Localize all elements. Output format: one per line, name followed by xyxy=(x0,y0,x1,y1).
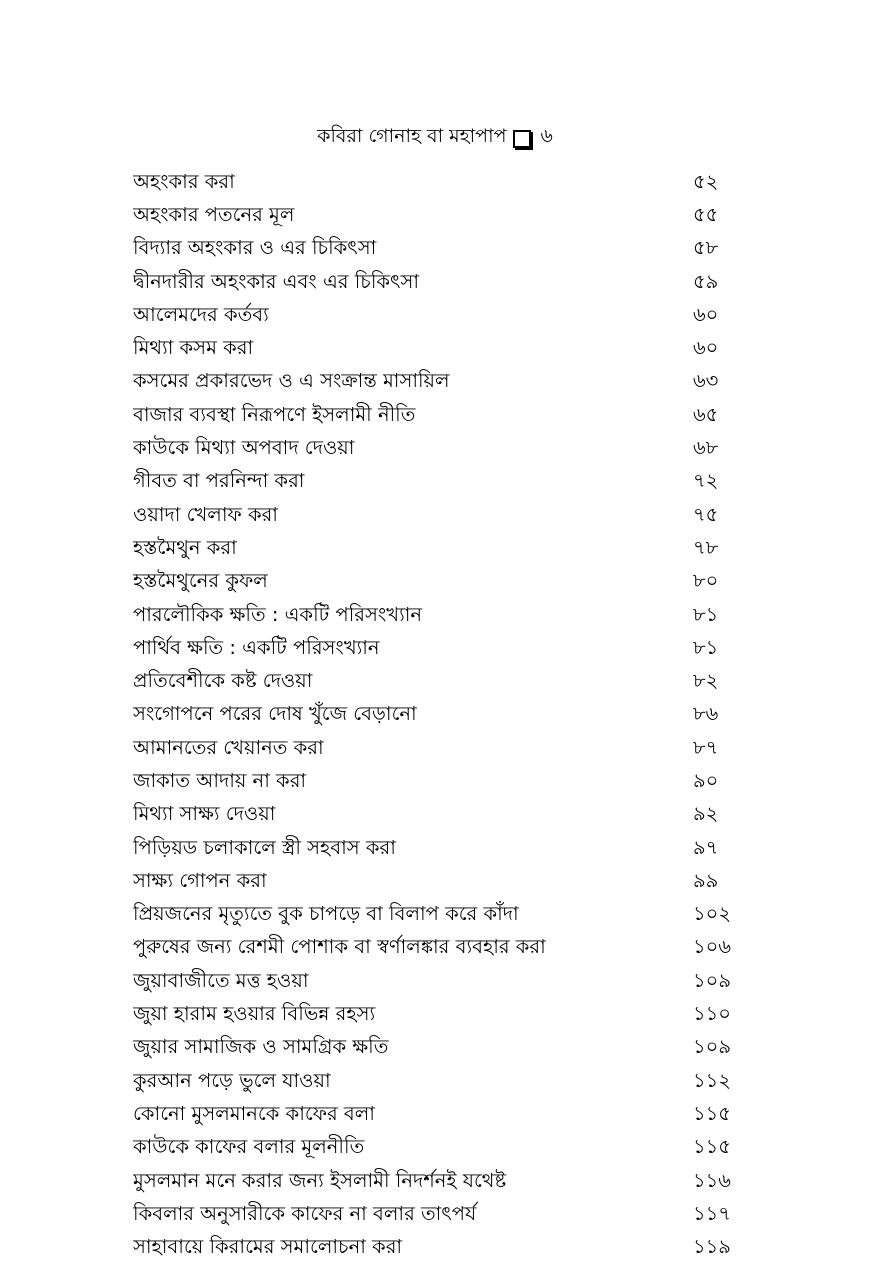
toc-entry xyxy=(133,766,733,799)
toc-entry xyxy=(133,833,733,866)
toc-entry-title: বিদ্যার অহংকার ও এর চিকিৎসা xyxy=(133,236,377,260)
toc-entry-title: জুয়ার সামাজিক ও সামগ্রিক ক্ষতি xyxy=(133,1035,389,1059)
toc-entry-page-number: ১১৬ xyxy=(693,1168,731,1192)
toc-entry-page-number: ১১৭ xyxy=(693,1201,731,1225)
toc-entry-title: সাহাবায়ে কিরামের সমালোচনা করা xyxy=(133,1235,403,1259)
toc-entry xyxy=(133,333,733,366)
toc-entry xyxy=(133,300,733,333)
toc-entry-page-number: ১১২ xyxy=(693,1068,731,1092)
toc-entry xyxy=(133,400,733,433)
toc-entry-page-number: ৯২ xyxy=(693,802,719,826)
toc-entry-title: গীবত বা পরনিন্দা করা xyxy=(133,469,305,493)
toc-entry-page-number: ৫২ xyxy=(693,169,719,193)
toc-entry xyxy=(133,600,733,633)
toc-entry-title: সাক্ষ্য গোপন করা xyxy=(133,868,267,892)
toc-entry-title: মিথ্যা সাক্ষ্য দেওয়া xyxy=(133,802,276,826)
toc-entry-page-number: ৬৩ xyxy=(693,369,719,393)
toc-entry-title: পুরুষের জন্য রেশমী পোশাক বা স্বর্ণালঙ্কার ব্যবহার করা xyxy=(133,935,546,959)
toc-entry xyxy=(133,800,733,833)
toc-entry xyxy=(133,1166,733,1199)
toc-entry-page-number: ৮৬ xyxy=(693,702,719,726)
toc-entry xyxy=(133,1233,733,1266)
toc-entry-page-number: ৯০ xyxy=(693,768,719,792)
toc-entry xyxy=(133,1199,733,1232)
toc-entry xyxy=(133,167,733,200)
toc-entry xyxy=(133,900,733,933)
toc-entry-page-number: ১১৯ xyxy=(693,1235,731,1259)
toc-entry-title: অহংকার পতনের মূল xyxy=(133,202,295,226)
book-title: কবিরা গোনাহ বা মহাপাপ xyxy=(317,125,507,147)
toc-entry xyxy=(133,200,733,233)
toc-entry-title: কসমের প্রকারভেদ ও এ সংক্রান্ত মাসায়িল xyxy=(133,369,450,393)
toc-entry-page-number: ৮২ xyxy=(693,669,719,693)
toc-entry-title: আলেমদের কর্তব্য xyxy=(133,302,269,326)
toc-entry-page-number: ৫৯ xyxy=(693,269,719,293)
toc-entry-page-number: ১১৫ xyxy=(693,1101,731,1125)
toc-entry-title: সংগোপনে পরের দোষ খুঁজে বেড়ানো xyxy=(133,702,417,726)
toc-entry-page-number: ৮০ xyxy=(693,569,719,593)
toc-entry-page-number: ৮১ xyxy=(693,602,719,626)
toc-entry xyxy=(133,1099,733,1132)
toc-entry xyxy=(133,467,733,500)
toc-entry-title: পারলৌকিক ক্ষতি : একটি পরিসংখ্যান xyxy=(133,602,423,626)
toc-entry-title: জুয়া হারাম হওয়ার বিভিন্ন রহস্য xyxy=(133,1002,376,1026)
toc-entry xyxy=(133,567,733,600)
toc-entry-title: মুসলমান মনে করার জন্য ইসলামী নিদর্শনই যথেষ্ট xyxy=(133,1168,507,1192)
toc-entry-page-number: ১১০ xyxy=(693,1002,731,1026)
toc-entry xyxy=(133,533,733,566)
toc-entry-title: হস্তমৈথুন করা xyxy=(133,535,237,559)
toc-entry-page-number: ৫৫ xyxy=(693,202,719,226)
toc-entry-page-number: ১১৫ xyxy=(693,1135,731,1159)
toc-entry xyxy=(133,1066,733,1099)
toc-entry-title: প্রিয়জনের মৃত্যুতে বুক চাপড়ে বা বিলাপ করে কাঁদা xyxy=(133,902,519,926)
toc-entry-page-number: ৭৫ xyxy=(693,502,719,526)
toc-entry-page-number: ৫৮ xyxy=(693,236,719,260)
toc-entry-title: হস্তমৈথুনের কুফল xyxy=(133,569,268,593)
toc-entry-page-number: ৮১ xyxy=(693,635,719,659)
toc-entry-page-number: ৮৭ xyxy=(693,735,719,759)
toc-entry-page-number: ৯৯ xyxy=(693,868,719,892)
toc-entry-title: অহংকার করা xyxy=(133,169,235,193)
toc-entry-page-number: ১০২ xyxy=(693,902,732,926)
toc-entry xyxy=(133,933,733,966)
toc-entry-title: পিড়িয়ড চলাকালে স্ত্রী সহবাস করা xyxy=(133,835,396,859)
toc-entry-title: প্রতিবেশীকে কষ্ট দেওয়া xyxy=(133,669,313,693)
toc-entry-title: কিবলার অনুসারীকে কাফের না বলার তাৎপর্য xyxy=(133,1201,477,1225)
toc-entry xyxy=(133,433,733,466)
toc-entry-page-number: ১০৯ xyxy=(693,968,731,992)
toc-entry-title: দ্বীনদারীর অহংকার এবং এর চিকিৎসা xyxy=(133,269,420,293)
toc-entry xyxy=(133,700,733,733)
toc-entry xyxy=(133,1033,733,1066)
toc-entry-page-number: ৬৮ xyxy=(693,436,719,460)
toc-entry xyxy=(133,267,733,300)
toc-entry-title: ওয়াদা খেলাফ করা xyxy=(133,502,278,526)
toc-entry-title: বাজার ব্যবস্থা নিরূপণে ইসলামী নীতি xyxy=(133,402,416,426)
toc-entry-page-number: ৬০ xyxy=(693,336,719,360)
table-of-contents xyxy=(133,167,733,1266)
toc-entry-title: জুয়াবাজীতে মত্ত হওয়া xyxy=(133,968,309,992)
toc-entry-page-number: ৬০ xyxy=(693,302,719,326)
toc-entry-title: আমানতের খেয়ানত করা xyxy=(133,735,324,759)
toc-entry-title: পার্থিব ক্ষতি : একটি পরিসংখ্যান xyxy=(133,635,380,659)
toc-entry xyxy=(133,633,733,666)
toc-entry-title: কাউকে কাফের বলার মূলনীতি xyxy=(133,1135,365,1159)
toc-entry xyxy=(133,666,733,699)
toc-entry xyxy=(133,234,733,267)
toc-entry-page-number: ৭২ xyxy=(693,469,719,493)
toc-entry xyxy=(133,866,733,899)
toc-entry-title: কোনো মুসলমানকে কাফের বলা xyxy=(133,1101,375,1125)
toc-entry-title: মিথ্যা কসম করা xyxy=(133,336,254,360)
toc-entry-page-number: ৯৭ xyxy=(693,835,719,859)
toc-entry xyxy=(133,500,733,533)
toc-entry-title: জাকাত আদায় না করা xyxy=(133,768,307,792)
toc-entry-page-number: ১০৬ xyxy=(693,935,732,959)
toc-entry-page-number: ১০৯ xyxy=(693,1035,731,1059)
toc-entry xyxy=(133,367,733,400)
toc-entry-page-number: ৬৫ xyxy=(693,402,719,426)
header-page-number: ৬ xyxy=(540,125,553,147)
toc-entry xyxy=(133,733,733,766)
toc-entry-title: কাউকে মিথ্যা অপবাদ দেওয়া xyxy=(133,436,355,460)
toc-entry-title: কুরআন পড়ে ভুলে যাওয়া xyxy=(133,1068,331,1092)
toc-entry xyxy=(133,999,733,1032)
toc-entry xyxy=(133,1133,733,1166)
toc-entry xyxy=(133,966,733,999)
running-header xyxy=(0,122,870,154)
square-box-icon xyxy=(513,130,531,148)
toc-entry-page-number: ৭৮ xyxy=(693,535,719,559)
